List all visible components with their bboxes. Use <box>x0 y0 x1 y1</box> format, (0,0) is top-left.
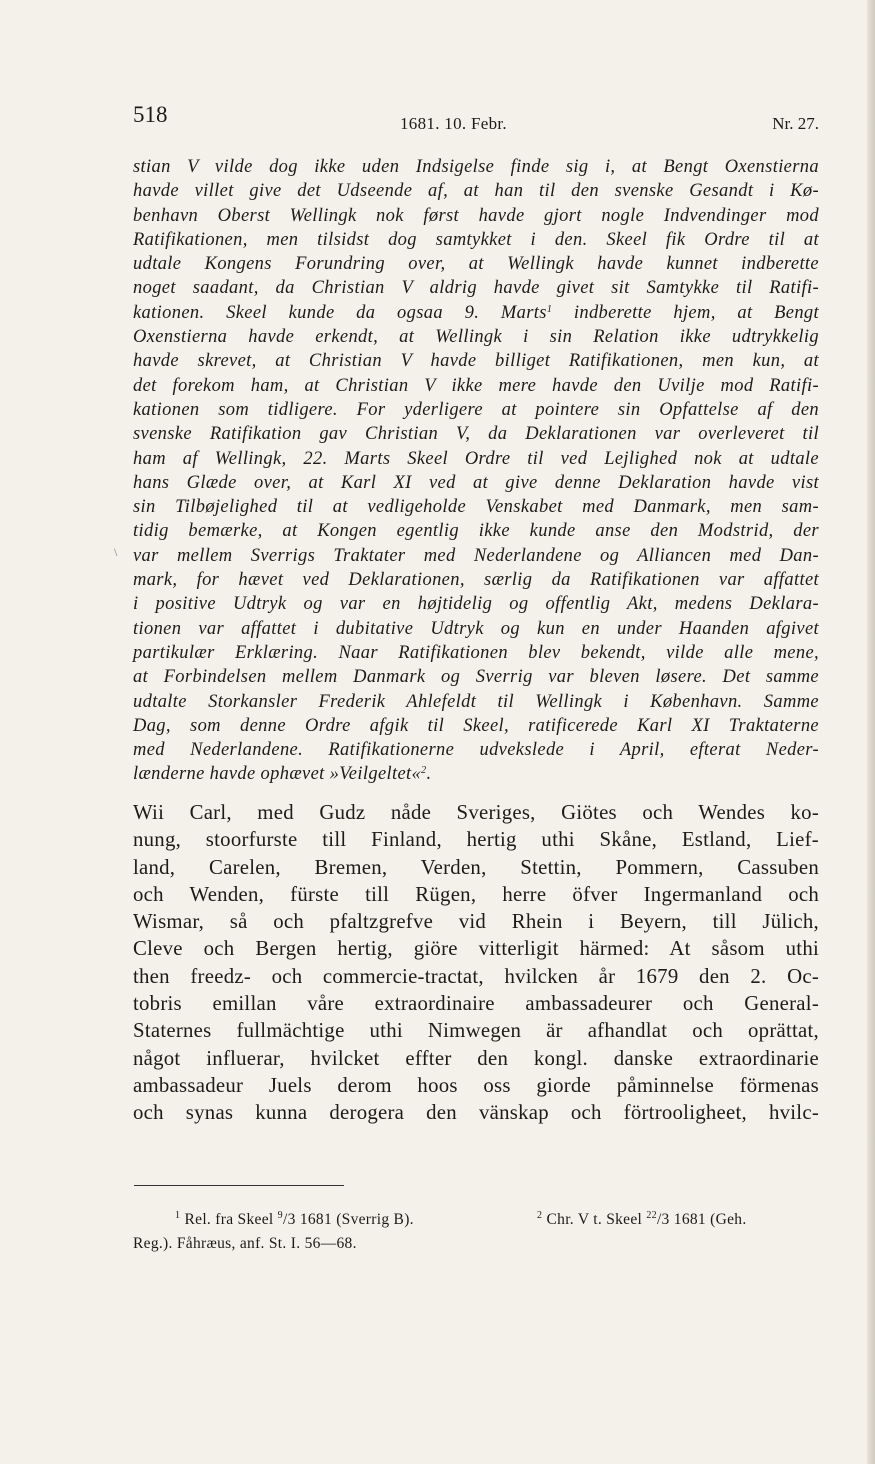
footnote-ref[interactable]: 2 <box>421 765 427 777</box>
text-line: udtalte Storkansler Frederik Ahlefeldt til Wellingk i København. Samme <box>133 691 819 712</box>
text-line: Staternes fullmächtige uthi Nimwegen är afhandlat och oprättat, <box>133 1019 819 1043</box>
page-number: 518 <box>133 102 168 127</box>
footnote-mark: 2 <box>537 1210 543 1221</box>
text-line: tidig bemærke, at Kongen egentlig ikke kunde anse den Modstrid, der <box>133 521 819 542</box>
text-segment: indberette hjem, at Bengt <box>552 302 820 323</box>
text-line: med Nederlandene. Ratifikationerne udvekslede i April, efterat Neder- <box>133 740 819 761</box>
header-date: 1681. 10. Febr. <box>400 114 507 133</box>
text-line: noget saadant, da Christian V aldrig havde givet sit Samtykke til Ratifi- <box>133 278 819 299</box>
footnote-ref[interactable]: 1 <box>546 303 553 315</box>
text-line: havde skrevet, at Christian V havde billiget Ratifikationen, men kun, at <box>133 351 819 372</box>
text-line: sin Tilbøjelighed til at vedligeholde Venskabet med Danmark, men sam- <box>133 497 819 518</box>
text-line: Wismar, så och pfaltzgrefve vid Rhein i Beyern, till Jülich, <box>133 910 819 934</box>
footnotes <box>133 1208 819 1256</box>
text-line: then freedz- och commercie-tractat, hvilcken år 1679 den 2. Oc- <box>133 964 819 988</box>
text-line: i positive Udtryk og var en højtidelig og offentlig Akt, medens Deklara- <box>133 594 819 615</box>
date-numerator: 9 <box>277 1210 283 1221</box>
text-line: Oxenstierna havde erkendt, at Wellingk i sin Relation ikke udtrykkelig <box>133 327 819 348</box>
text-line: udtale Kongens Forundring over, at Wellingk havde kunnet indberette <box>133 254 819 275</box>
footnote-text: Chr. V t. Skeel <box>546 1211 647 1228</box>
text-line: och synas kunna derogera den vänskap och förtrooligheet, hvilc- <box>133 1101 819 1125</box>
text-line: Cleve och Bergen hertig, giöre vitterligit härmed: At såsom uthi <box>133 937 819 961</box>
page-header <box>133 102 819 136</box>
text-line: ambassadeur Juels derom hoos oss giorde påminnelse förmenas <box>133 1073 819 1097</box>
text-line: Dag, som denne Ordre afgik til Skeel, ratificerede Karl XI Traktaterne <box>133 715 819 736</box>
text-line: benhavn Oberst Wellingk nok først havde gjort nogle Indvendinger mod <box>133 205 819 226</box>
text-line: och Wenden, fürste till Rügen, herre öfver Ingermanland och <box>133 882 819 906</box>
margin-mark: \ <box>114 545 118 559</box>
text-line: svenske Ratifikation gav Christian V, da Deklarationen var overleveret til <box>133 424 819 445</box>
date-numerator: 22 <box>646 1210 657 1221</box>
danish-commentary <box>133 155 819 787</box>
footnote-text: /3 1681 (Sverrig B). <box>282 1211 414 1228</box>
footnote-continuation: Reg.). Fåhræus, anf. St. I. 56—68. <box>133 1235 357 1252</box>
text-line: ham af Wellingk, 22. Marts Skeel Ordre til ved Lejlighed nok at udtale <box>133 448 819 469</box>
text-line: havde villet give det Udseende af, at han til den svenske Gesandt i Kø- <box>133 181 819 202</box>
footnote-2 <box>537 1208 747 1232</box>
footnote-text: /3 1681 (Geh. <box>656 1211 747 1228</box>
page-edge <box>867 0 875 1464</box>
text-line: det forekom ham, at Christian V ikke mere havde den Uvilje mod Ratifi- <box>133 375 819 396</box>
text-line: at Forbindelsen mellem Danmark og Sverrig var bleven løsere. Det samme <box>133 667 819 688</box>
text-line: mark, for hævet ved Deklarationen, særlig da Ratifikationen var affattet <box>133 570 819 591</box>
swedish-document-text <box>133 799 819 1127</box>
text-line: Ratifikationen, men tilsidst dog samtykket i den. Skeel fik Ordre til at <box>133 229 819 250</box>
text-line-with-footnote <box>133 301 819 325</box>
text-line: tionen var affattet i dubitative Udtryk og kun en under Haanden afgivet <box>133 618 819 639</box>
footnote-divider <box>134 1185 344 1186</box>
text-line-with-footnote <box>133 762 819 786</box>
document-number: Nr. 27. <box>772 114 819 133</box>
text-line: Wii Carl, med Gudz nåde Sveriges, Giötes och Wendes ko- <box>133 801 819 824</box>
text-line: var mellem Sverrigs Traktater med Nederlandene og Alliancen med Dan- <box>133 545 819 566</box>
text-line: partikulær Erklæring. Naar Ratifikationen blev bekendt, vilde alle mene, <box>133 642 819 663</box>
text-line: något influerar, hvilcket effter den kongl. danske extraordinarie <box>133 1046 819 1070</box>
text-line: nung, stoorfurste till Finland, hertig uthi Skåne, Estland, Lief- <box>133 828 819 852</box>
text-line: tobris emillan våre extraordinaire ambassadeurer och General- <box>133 992 819 1016</box>
text-line: land, Carelen, Bremen, Verden, Stettin, Pommern, Cassuben <box>133 855 819 879</box>
text-line: stian V vilde dog ikke uden Indsigelse finde sig i, at Bengt Oxenstierna <box>133 157 819 177</box>
text-segment: kationen. Skeel kunde da ogsaa 9. Marts <box>133 302 547 323</box>
footnote-text: Rel. fra Skeel <box>184 1211 278 1228</box>
text-line: hans Glæde over, at Karl XI ved at give denne Deklaration havde vist <box>133 472 819 493</box>
text-segment: lænderne havde ophævet »Veilgeltet« <box>133 764 422 785</box>
text-line: kationen som tidligere. For yderligere at pointere sin Opfattelse af den <box>133 399 819 420</box>
footnote-mark: 1 <box>175 1210 181 1221</box>
text-segment: . <box>426 764 432 785</box>
